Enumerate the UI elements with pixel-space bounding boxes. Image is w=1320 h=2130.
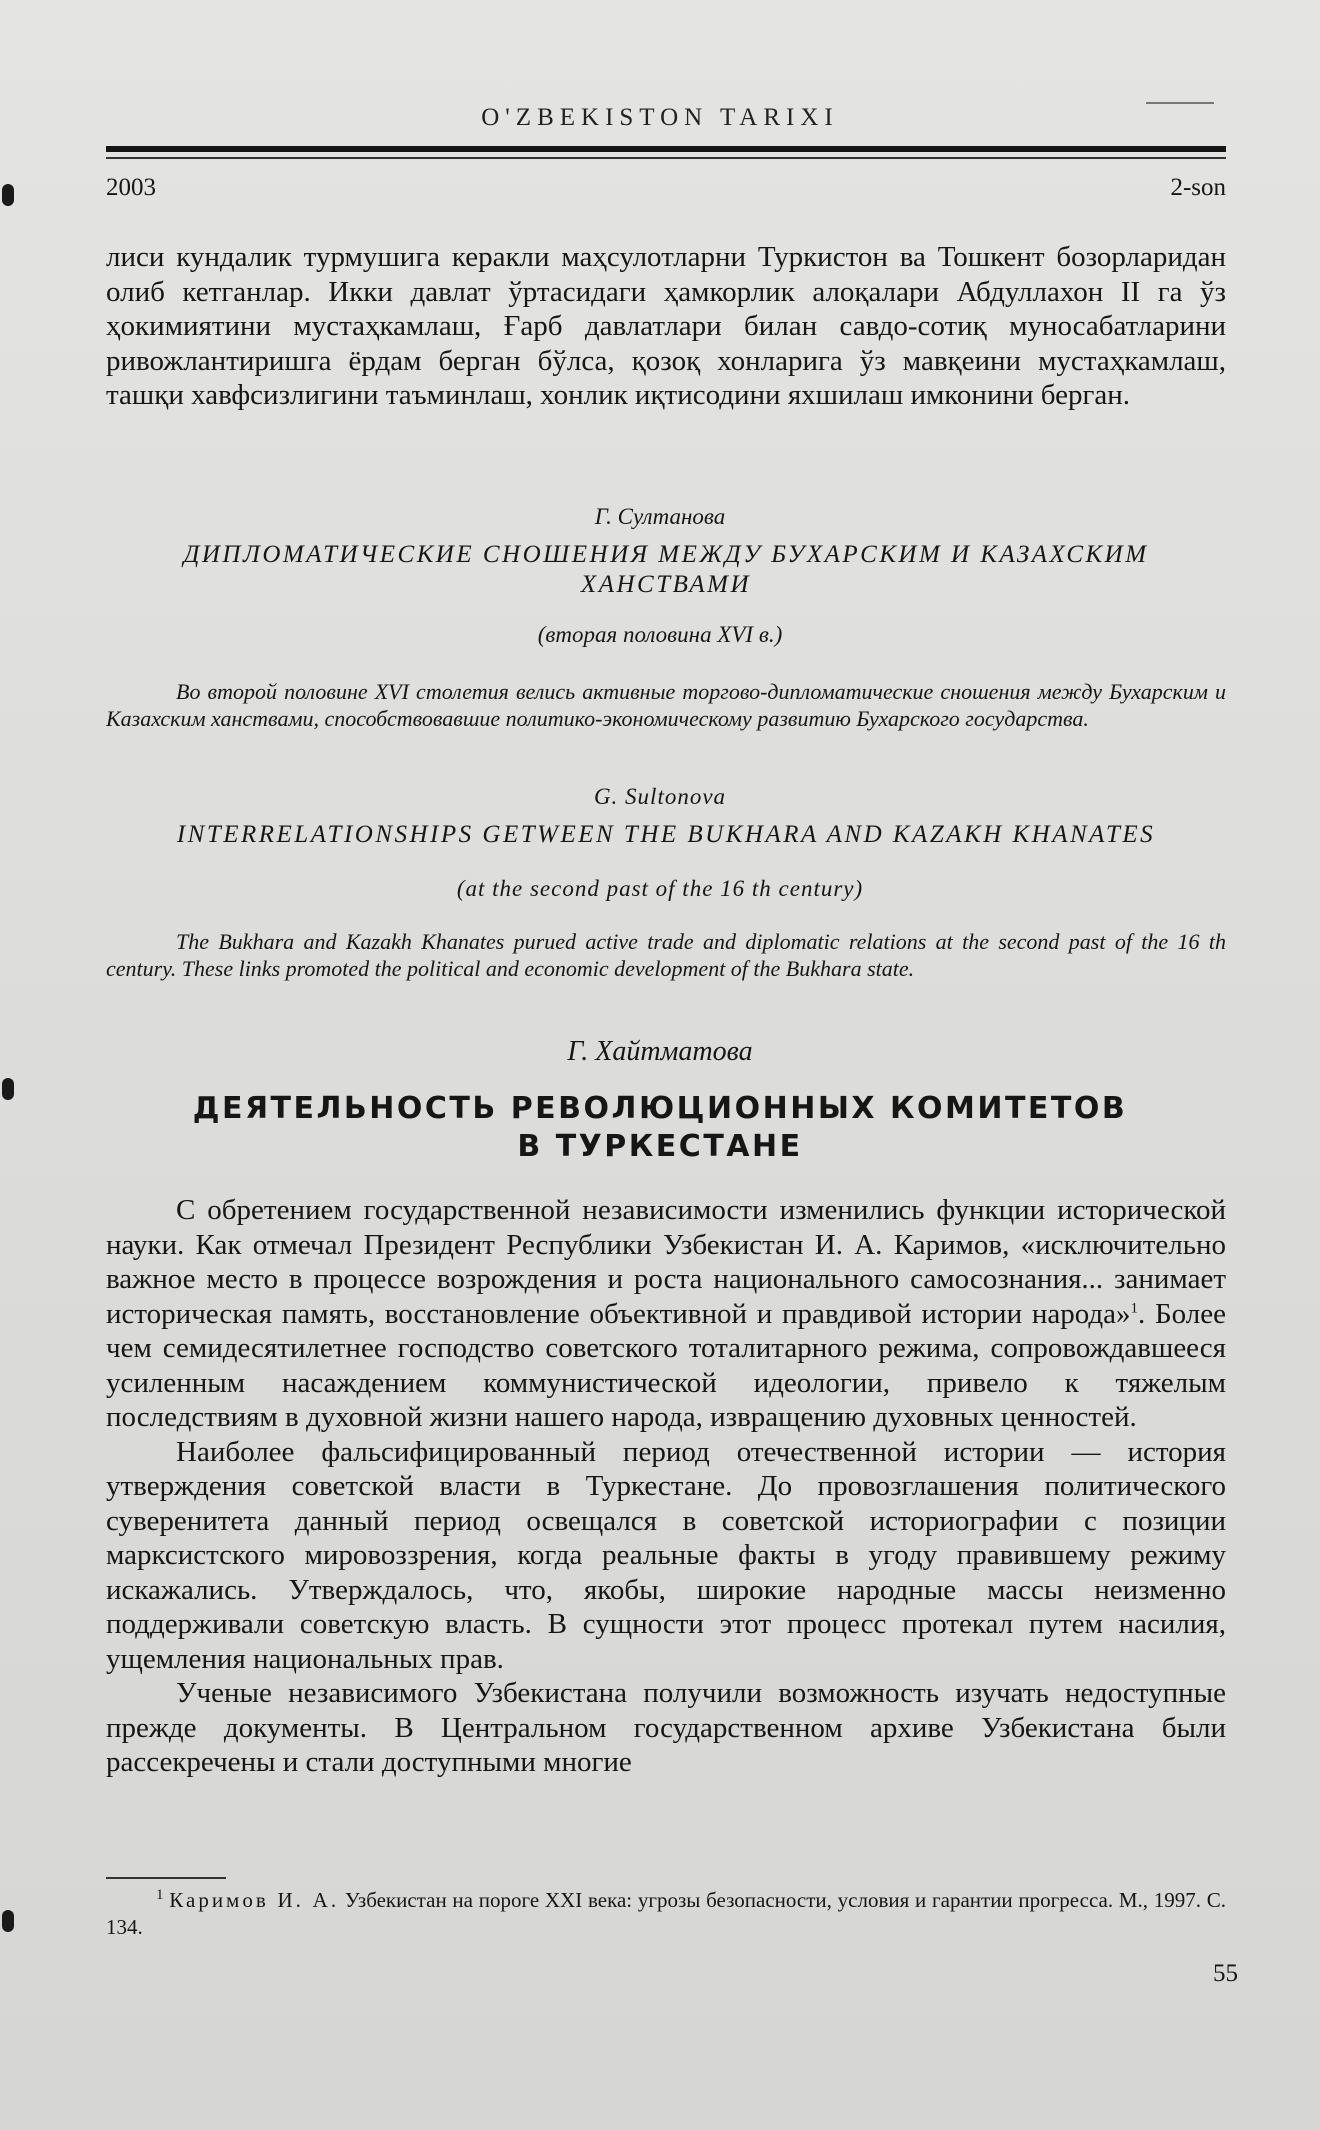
header-rule: [106, 146, 1226, 152]
intro-block: [106, 240, 1226, 413]
article-title: [160, 1090, 1160, 1166]
summary-ru-author: Г. Султанова: [594, 504, 726, 529]
article-paragraph-1: [106, 1193, 1226, 1435]
article-paragraph-1-text: С обретением государственной независимости изменились функции исторической науки. Как отмечал Президент Республики Узбекистан И. А. Каримов, «исключительно важное место в процессе возрождения и роста национального самосознания... занимает историческая память, восстановление объективной и правдивой истории народа»: [106, 1194, 1226, 1330]
summary-en-subtitle: (at the second past of the 16 th century): [456, 876, 864, 901]
summary-en-abstract: The Bukhara and Kazakh Khanates purued active trade and diplomatic relations at the second past of the 16 th century. These links promoted the political and economic development of the Bukhara state.: [106, 929, 1226, 981]
issue-number: 2-son: [1170, 174, 1226, 201]
summary-en-author: G. Sultonova: [593, 784, 727, 809]
footnote-number: 1: [156, 1887, 164, 1903]
summary-ru-title: ДИПЛОМАТИЧЕСКИЕ СНОШЕНИЯ МЕЖДУ БУХАРСКИМ И КАЗАХСКИМ ХАНСТВАМИ: [183, 541, 1149, 598]
article-title-line2: В ТУРКЕСТАНЕ: [517, 1129, 803, 1164]
journal-title: O'ZBEKISTON TARIXI: [481, 104, 839, 131]
summary-en-title: INTERRELATIONSHIPS GETWEEN THE BUKHARA AND KAZAKH KHANATES: [176, 821, 1156, 848]
summary-ru-subtitle: (вторая половина XVI в.): [537, 622, 783, 647]
article-title-line1: ДЕЯТЕЛЬНОСТЬ РЕВОЛЮЦИОННЫХ КОМИТЕТОВ: [192, 1091, 1128, 1126]
punch-hole: [2, 1078, 14, 1100]
footnote-marker: 1: [1130, 1299, 1139, 1316]
article-body: [106, 1193, 1226, 1780]
header-dash: [1146, 102, 1214, 104]
punch-hole: [2, 1910, 14, 1932]
footnote-author: Каримов И. А.: [169, 1888, 340, 1912]
page-number: 55: [1213, 1960, 1238, 1987]
footnote: [106, 1887, 1226, 1941]
article-author: Г. Хайтматова: [567, 1036, 753, 1067]
punch-hole: [2, 184, 14, 206]
article-paragraph-1-text-cont: . Более чем семидесятилетнее господство советского тоталитарного режима, сопровождавшееся усиленным насаждением коммунистической идеологии, привело к тяжелым последствиям в духовной жизни нашего народа, извращению духовных ценностей.: [106, 1297, 1226, 1433]
summary-ru-abstract: Во второй половине XVI столетия велись активные торгово-дипломатические сношения между Бухарским и Казахским ханствами, способствовавшие политико-экономическому развитию Бухарского государства.: [106, 679, 1226, 731]
intro-paragraph: лиси кундалик турмушига керакли маҳсулотларни Туркистон ва Тошкент бозорларидан олиб кетганлар. Икки давлат ўртасидаги ҳамкорлик алоқалари Абдуллахон II га ўз ҳокимиятини мустаҳкамлаш, Ғарб давлатлари билан савдо-сотиқ муносабатларини ривожлантиришга ёрдам берган бўлса, қозоқ хонларига ўз мавқеини мустаҳкамлаш, ташқи хавфсизлигини таъминлаш, хонлик иқтисодини яхшилаш имконини берган.: [106, 241, 1226, 411]
header-rule-thin: [106, 157, 1226, 159]
footnote-rule: [106, 1877, 226, 1879]
article-paragraph-3: Ученые независимого Узбекистана получили возможность изучать недоступные прежде документы. В Центральном государственном архиве Узбекистана были рассекречены и стали доступными многие: [106, 1677, 1226, 1778]
issue-year: 2003: [106, 174, 156, 201]
article-paragraph-2: Наиболее фальсифицированный период отечественной истории — история утверждения советской власти в Туркестане. До провозглашения политического суверенитета данный период освещался в советской историографии с позиции марксистского мировоззрения, когда реальные факты в угоду правившему режиму искажались. Утверждалось, что, якобы, широкие народные массы неизменно поддерживали советскую власть. В сущности этот процесс протекал путем насилия, ущемления национальных прав.: [106, 1435, 1226, 1675]
footnote-text: Узбекистан на пороге XXI века: угрозы безопасности, условия и гарантии прогресса. М., 1997. С. 134.: [106, 1888, 1227, 1939]
